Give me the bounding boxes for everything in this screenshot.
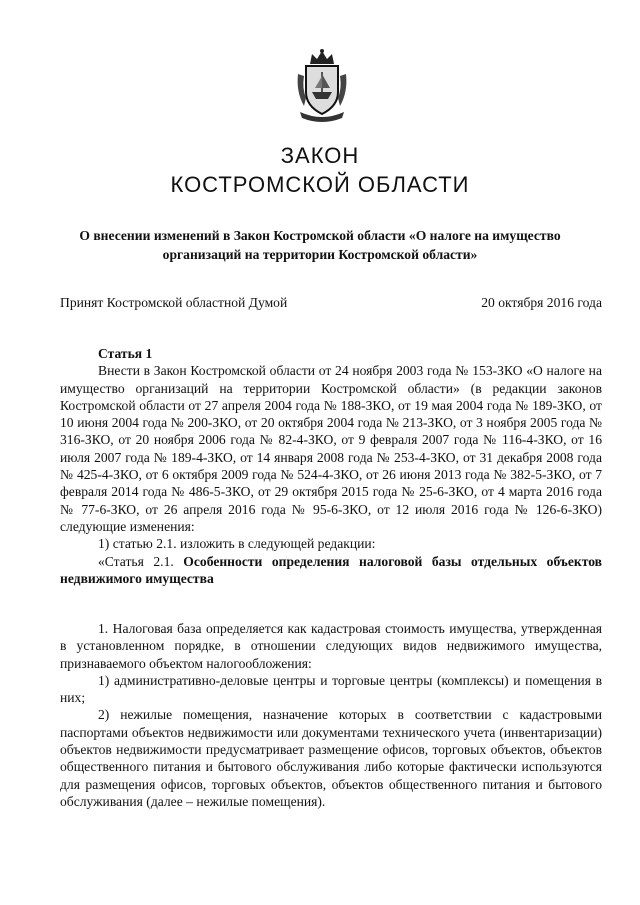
new-article-body	[60, 620, 602, 810]
law-title: ЗАКОН	[280, 143, 360, 168]
article-intro: Внести в Закон Костромской области от 24 ноября 2003 года № 153-ЗКО «О налоге на имущество организаций на территории Костромской области» (в редакции законов Костромской области от 27 апреля 2004 года № 188-ЗКО, от 19 мая 2004 года № 189-ЗКО, от 10 июня 2004 года № 200-ЗКО, от 20 октября 2004 года № 213-ЗКО, от 3 ноября 2005 года № 316-ЗКО, от 20 ноября 2006 года № 82-4-ЗКО, от 9 февраля 2007 года № 116-4-ЗКО, от 16 июля 2007 года № 189-4-ЗКО, от 14 января 2008 года № 253-4-ЗКО, от 31 декабря 2008 года № 425-4-ЗКО, от 6 октября 2009 года № 524-4-ЗКО, от 26 июня 2013 года № 382-5-ЗКО, от 7 февраля 2014 года № 486-5-ЗКО, от 29 октября 2015 года № 25-6-ЗКО, от 4 марта 2016 года № 77-6-ЗКО, от 26 апреля 2016 года № 95-6-ЗКО, от 12 июля 2016 года № 126-6-ЗКО) следующие изменения:	[60, 363, 602, 534]
subclause-2: 2) нежилые помещения, назначение которых в соответствии с кадастровыми паспортами объектов недвижимости или документами технического учета (инвентаризации) объектов недвижимости предусматривает размещение офисов, торговых объектов, объектов общественного питания и бытового обслуживания либо которые фактически используются для размещения офисов, торговых объектов, объектов общественного питания и бытового обслуживания (далее – нежилые помещения).	[60, 707, 602, 809]
new-article-title: Особенности определения налоговой базы отдельных объектов недвижимого имущества	[60, 553, 603, 586]
clause-1: 1. Налоговая база определяется как кадастровая стоимость имущества, утвержденная в установленном порядке, в отношении следующих видов недвижимого имущества, признаваемого объектом налогообложения:	[60, 621, 602, 671]
subclause-1: 1) административно-деловые центры и торговые центры (комплексы) и помещения в них;	[60, 672, 602, 706]
adopted-by: Принят Костромской областной Думой	[60, 295, 288, 310]
article-heading: Статья 1	[98, 346, 153, 361]
coat-of-arms-icon	[294, 48, 350, 124]
adopted-date: 20 октября 2016 года	[481, 295, 602, 310]
new-article-prefix: «Статья 2.1.	[98, 553, 174, 569]
amendment-item-1: 1) статью 2.1. изложить в следующей редакции:	[98, 536, 376, 552]
law-region: КОСТРОМСКОЙ ОБЛАСТИ	[170, 172, 470, 197]
article-section	[60, 345, 602, 587]
new-article-heading	[60, 553, 602, 588]
law-subject: О внесении изменений в Закон Костромской области «О налоге на имущество организаций на территории Костромской области»	[79, 228, 561, 262]
adoption-line	[60, 295, 602, 313]
